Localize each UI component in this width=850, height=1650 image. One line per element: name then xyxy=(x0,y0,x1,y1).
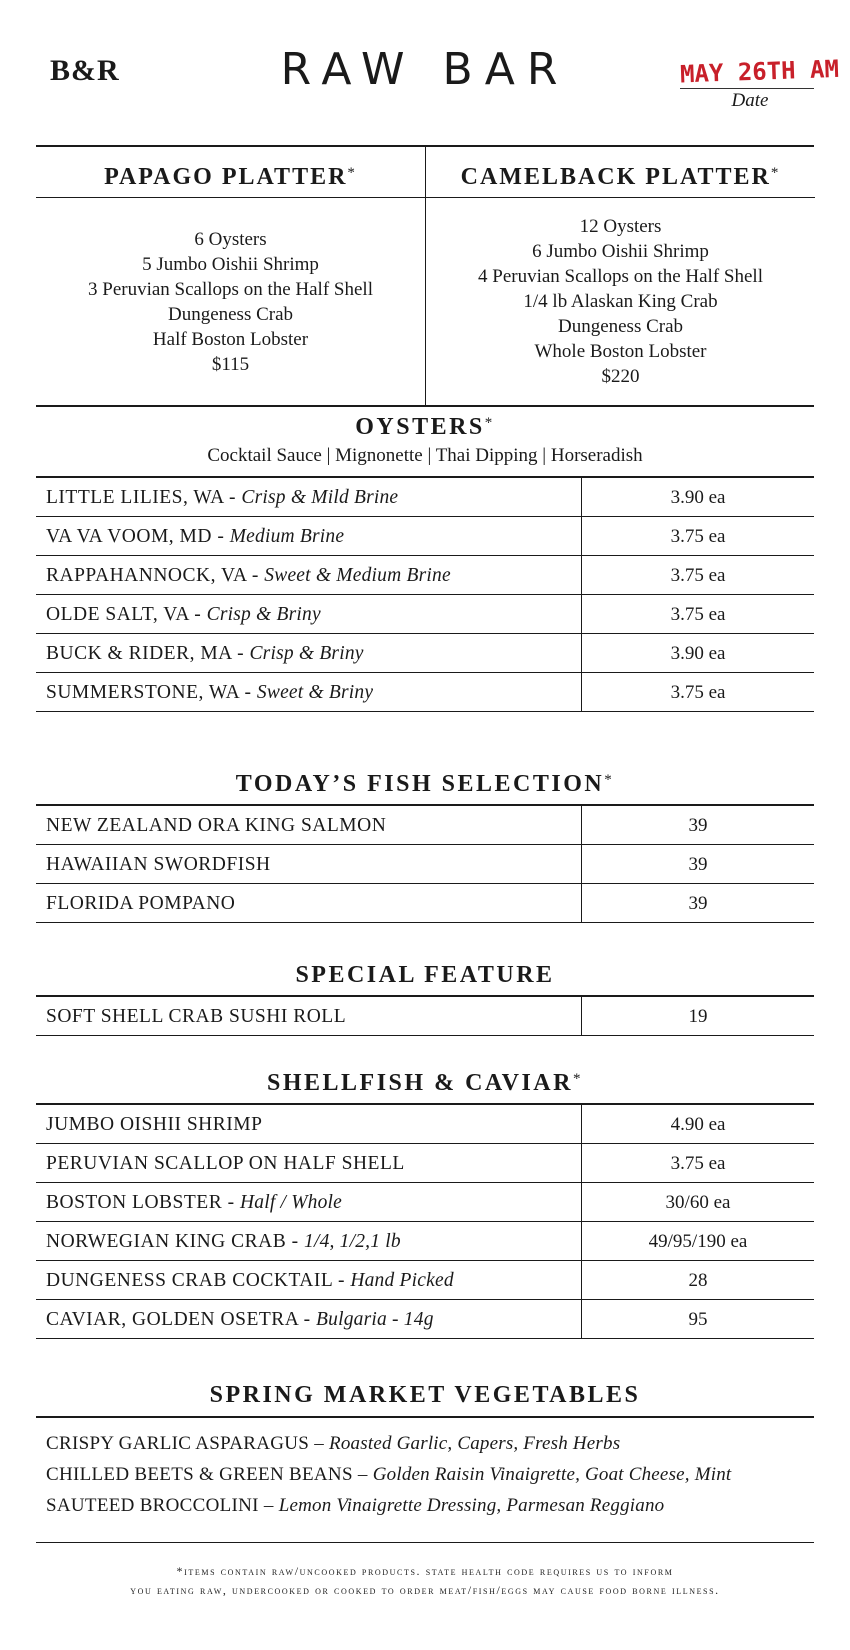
item-price: 3.90 ea xyxy=(581,478,814,516)
platters-table xyxy=(36,145,814,407)
item-name: DUNGENESS CRAB COCKTAIL - Hand Picked xyxy=(46,1270,454,1291)
platter-contents xyxy=(426,198,815,405)
item-name: PERUVIAN SCALLOP ON HALF SHELL xyxy=(46,1153,405,1174)
item-price: 39 xyxy=(581,884,814,922)
item-price: 49/95/190 ea xyxy=(581,1222,814,1260)
platter-item: 4 Peruvian Scallops on the Half Shell xyxy=(478,266,763,287)
item-name: RAPPAHANNOCK, VA - Sweet & Medium Brine xyxy=(46,565,451,586)
platter-price: $115 xyxy=(211,353,250,375)
item-price: 30/60 ea xyxy=(581,1183,814,1221)
list-item: CHILLED BEETS & GREEN BEANS – Golden Raisin Vinaigrette, Goat Cheese, Mint xyxy=(46,1464,732,1485)
section-title-shellfish: SHELLFISH & CAVIAR* xyxy=(267,1070,583,1096)
platter-item: Half Boston Lobster xyxy=(152,328,309,350)
item-price: 4.90 ea xyxy=(581,1105,814,1143)
platter-price: $220 xyxy=(601,366,640,387)
table-row xyxy=(36,1144,814,1183)
table-row xyxy=(36,595,814,634)
list-item: CRISPY GARLIC ASPARAGUS – Roasted Garlic, Capers, Fresh Herbs xyxy=(46,1433,621,1454)
item-name: SUMMERSTONE, WA - Sweet & Briny xyxy=(46,682,374,703)
date-label: Date xyxy=(731,90,769,111)
item-price: 3.75 ea xyxy=(581,517,814,555)
platter-papago xyxy=(36,147,425,405)
table-row xyxy=(36,845,814,884)
table-row xyxy=(36,1261,814,1300)
oysters-table xyxy=(36,476,814,712)
special-table xyxy=(36,995,814,1036)
platter-item: 12 Oysters xyxy=(579,216,662,237)
section-title-fish: TODAY’S FISH SELECTION* xyxy=(235,771,615,797)
date-stamp xyxy=(679,54,840,112)
item-price: 39 xyxy=(581,845,814,883)
item-price: 3.75 ea xyxy=(581,595,814,633)
platter-contents xyxy=(36,198,425,405)
disclaimer-line: *items contain raw/uncooked products. state health code requires us to inform xyxy=(176,1564,674,1578)
table-row xyxy=(36,884,814,923)
platter-item: 3 Peruvian Scallops on the Half Shell xyxy=(88,278,373,300)
item-name: FLORIDA POMPANO xyxy=(46,893,236,914)
page-title: RAW BAR xyxy=(280,44,570,95)
platter-item: Dungeness Crab xyxy=(167,303,294,325)
item-name: NEW ZEALAND ORA KING SALMON xyxy=(46,815,387,836)
item-name: VA VA VOOM, MD - Medium Brine xyxy=(46,526,345,547)
table-row xyxy=(36,673,814,712)
oysters-sauces: Cocktail Sauce | Mignonette | Thai Dipping | Horseradish xyxy=(207,445,643,466)
table-row xyxy=(36,1300,814,1339)
item-name: SOFT SHELL CRAB SUSHI ROLL xyxy=(46,1006,347,1027)
item-price: 39 xyxy=(581,806,814,844)
date-value: MAY 26TH AM xyxy=(679,54,840,89)
platter-title: CAMELBACK PLATTER* xyxy=(426,147,815,198)
disclaimer-line: you eating raw, undercooked or cooked to order meat/fish/eggs may cause food borne illness. xyxy=(130,1583,720,1597)
item-price: 95 xyxy=(581,1300,814,1338)
section-title-oysters: OYSTERS* xyxy=(355,414,495,440)
item-price: 28 xyxy=(581,1261,814,1299)
item-price: 3.75 ea xyxy=(581,1144,814,1182)
platter-item: 1/4 lb Alaskan King Crab xyxy=(523,291,718,312)
table-row xyxy=(36,634,814,673)
table-row xyxy=(36,1183,814,1222)
platter-item: 6 Jumbo Oishii Shrimp xyxy=(532,241,709,262)
platter-camelback xyxy=(425,147,815,405)
fish-table xyxy=(36,804,814,923)
item-name: OLDE SALT, VA - Crisp & Briny xyxy=(46,604,321,625)
item-name: BUCK & RIDER, MA - Crisp & Briny xyxy=(46,643,364,664)
table-row xyxy=(36,997,814,1036)
item-price: 19 xyxy=(581,997,814,1035)
vegetables-list xyxy=(46,1428,816,1521)
platter-item: 5 Jumbo Oishii Shrimp xyxy=(142,253,319,275)
list-item: SAUTEED BROCCOLINI – Lemon Vinaigrette Dressing, Parmesan Reggiano xyxy=(46,1495,665,1516)
item-name: HAWAIIAN SWORDFISH xyxy=(46,854,271,875)
table-row xyxy=(36,556,814,595)
health-disclaimer xyxy=(0,1562,850,1600)
platter-title: PAPAGO PLATTER* xyxy=(36,147,425,198)
platter-item: Dungeness Crab xyxy=(557,316,684,337)
table-row xyxy=(36,1222,814,1261)
shellfish-table xyxy=(36,1103,814,1339)
divider xyxy=(36,1416,814,1418)
date-underline xyxy=(680,88,814,89)
item-name: BOSTON LOBSTER - Half / Whole xyxy=(46,1192,343,1213)
item-name: LITTLE LILIES, WA - Crisp & Mild Brine xyxy=(46,487,399,508)
item-price: 3.90 ea xyxy=(581,634,814,672)
divider xyxy=(36,1542,814,1543)
item-name: JUMBO OISHII SHRIMP xyxy=(46,1114,263,1135)
section-title-special: SPECIAL FEATURE xyxy=(295,962,555,988)
platter-item: Whole Boston Lobster xyxy=(534,341,707,362)
item-name: NORWEGIAN KING CRAB - 1/4, 1/2,1 lb xyxy=(46,1231,401,1252)
item-name: CAVIAR, GOLDEN OSETRA - Bulgaria - 14g xyxy=(46,1309,434,1330)
platter-item: 6 Oysters xyxy=(194,228,267,250)
item-price: 3.75 ea xyxy=(581,556,814,594)
table-row xyxy=(36,806,814,845)
item-price: 3.75 ea xyxy=(581,673,814,711)
section-title-vegetables: SPRING MARKET VEGETABLES xyxy=(209,1382,641,1408)
table-row xyxy=(36,517,814,556)
table-row xyxy=(36,1105,814,1144)
table-row xyxy=(36,478,814,517)
restaurant-logo: B&R xyxy=(50,54,120,87)
